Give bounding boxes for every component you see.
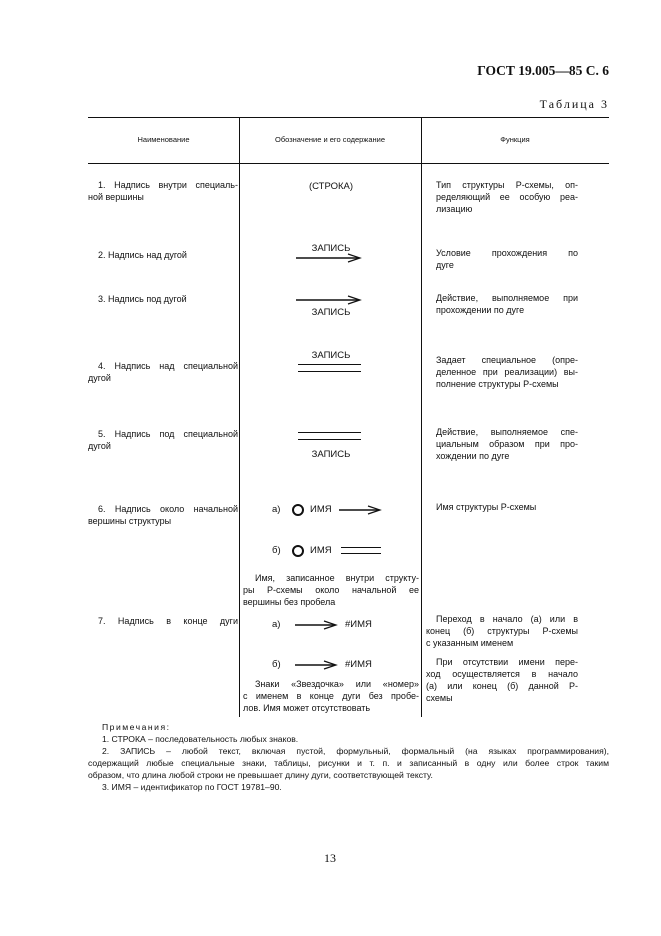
column-divider-1 xyxy=(239,117,240,717)
row6-start-vertex-b-icon xyxy=(291,544,305,558)
row1-func-l2: ределяющий ее особую реа- xyxy=(436,192,578,202)
note-2-l3: образом, что длина любой строки не превышает длину дуги, соответствующей тексту. xyxy=(88,770,433,780)
page-number: 13 xyxy=(324,851,336,865)
row6-desc-l2: ры Р-схемы около начальной ее xyxy=(243,585,419,595)
row6-desc-l3: вершины без пробела xyxy=(243,597,336,607)
row1-name-l2: ной вершины xyxy=(88,192,144,202)
row5-special-arc-line-1 xyxy=(298,432,361,433)
row7-func-l2: конец (б) структуры Р-схемы xyxy=(426,626,578,636)
table-header-border xyxy=(88,163,609,164)
standard-header: ГОСТ 19.005—85 С. 6 xyxy=(477,63,609,78)
row5-func-l1: Действие, выполняемое спе- xyxy=(436,427,578,437)
row5-symbol: ЗАПИСЬ xyxy=(311,449,351,460)
row3-func-l2: прохождении по дуге xyxy=(436,305,525,315)
row4-special-arc-line-2 xyxy=(298,371,361,372)
row6-start-vertex-a-icon xyxy=(291,503,305,517)
row1-func-l1: Тип структуры Р-схемы, оп- xyxy=(436,180,578,190)
note-3: 3. ИМЯ – идентификатор по ГОСТ 19781–90. xyxy=(102,782,282,792)
row6-special-arc-line-1 xyxy=(341,547,381,548)
notes-title: Примечания: xyxy=(102,722,171,732)
column-header-name: Наименование xyxy=(137,135,190,144)
row1-name-l1: 1. Надпись внутри специаль- xyxy=(98,180,238,190)
row1-symbol: (СТРОКА) xyxy=(308,181,354,192)
row7-name: 7. Надпись в конце дуги xyxy=(98,616,238,626)
row3-name: 3. Надпись под дугой xyxy=(98,294,187,304)
row4-symbol: ЗАПИСЬ xyxy=(311,350,351,361)
column-header-function: Функция xyxy=(500,135,530,144)
row2-func-l2: дуге xyxy=(436,260,454,270)
row6-name-l2: вершины структуры xyxy=(88,516,172,526)
row6-special-arc-line-2 xyxy=(341,553,381,554)
row3-symbol: ЗАПИСЬ xyxy=(311,307,351,318)
row4-special-arc-line-1 xyxy=(298,364,361,365)
row7-variant-a-label: а) xyxy=(272,619,281,630)
note-2-l2: содержащий любые специальные знаки, таблицы, рисунки и т. п. и записанный в одну или более строк таким xyxy=(88,758,609,768)
row3-arrow-icon xyxy=(294,294,366,306)
row2-name: 2. Надпись над дугой xyxy=(98,250,187,260)
row4-func-l2: деленное при реализации) вы- xyxy=(436,367,578,377)
note-1: 1. СТРОКА – последовательность любых знаков. xyxy=(102,734,299,744)
row6-name-b: ИМЯ xyxy=(310,545,332,556)
row5-name-l1: 5. Надпись под специальной xyxy=(98,429,238,439)
row7-func2-l1: При отсутствии имени пере- xyxy=(436,657,578,667)
note-2-l1: 2. ЗАПИСЬ – любой текст, включая пустой, формульный, формальный (на языках программирования), xyxy=(102,746,609,756)
row1-func-l3: лизацию xyxy=(436,204,473,214)
row2-func-l1: Условие прохождения по xyxy=(436,248,578,258)
row7-desc-l1: Знаки «Звездочка» или «номер» xyxy=(255,679,419,689)
row6-arrow-a-icon xyxy=(338,504,384,516)
row7-arrow-a-icon xyxy=(294,619,340,631)
row7-desc-l3: лов. Имя может отсутствовать xyxy=(243,703,371,713)
row7-variant-b-label: б) xyxy=(272,659,281,670)
row7-func2-l4: схемы xyxy=(426,693,453,703)
row7-func-l3: с указанным именем xyxy=(426,638,514,648)
row6-variant-a-label: а) xyxy=(272,504,281,515)
row6-name-l1: 6. Надпись около начальной xyxy=(98,504,238,514)
row7-arrow-b-icon xyxy=(294,659,340,671)
row7-desc-l2: с именем в конце дуги без пробе- xyxy=(243,691,419,701)
row6-variant-b-label: б) xyxy=(272,545,281,556)
row3-func-l1: Действие, выполняемое при xyxy=(436,293,578,303)
column-header-designation: Обозначение и его содержание xyxy=(275,135,385,144)
column-divider-2 xyxy=(421,117,422,717)
row5-func-l2: циальным образом при про- xyxy=(436,439,578,449)
table-caption: Таблица 3 xyxy=(539,97,609,111)
row7-name-a: #ИМЯ xyxy=(345,619,372,630)
row2-symbol: ЗАПИСЬ xyxy=(311,243,351,254)
table-top-border xyxy=(88,117,609,118)
row6-func: Имя структуры Р-схемы xyxy=(436,502,537,512)
row7-name-b: #ИМЯ xyxy=(345,659,372,670)
row6-name-a: ИМЯ xyxy=(310,504,332,515)
row5-func-l3: хождении по дуге xyxy=(436,451,510,461)
row4-name-l1: 4. Надпись над специальной xyxy=(98,361,238,371)
row7-func2-l2: ход осуществляется в начало xyxy=(426,669,578,679)
row7-func2-l3: (а) или конец (б) данной Р- xyxy=(426,681,578,691)
row4-func-l3: полнение структуры Р-схемы xyxy=(436,379,559,389)
row7-func-l1: Переход в начало (а) или в xyxy=(436,614,578,624)
row5-name-l2: дугой xyxy=(88,441,111,451)
row4-name-l2: дугой xyxy=(88,373,111,383)
row5-special-arc-line-2 xyxy=(298,439,361,440)
row2-arrow-icon xyxy=(294,252,366,264)
row6-desc-l1: Имя, записанное внутри структу- xyxy=(255,573,419,583)
row4-func-l1: Задает специальное (опре- xyxy=(436,355,578,365)
